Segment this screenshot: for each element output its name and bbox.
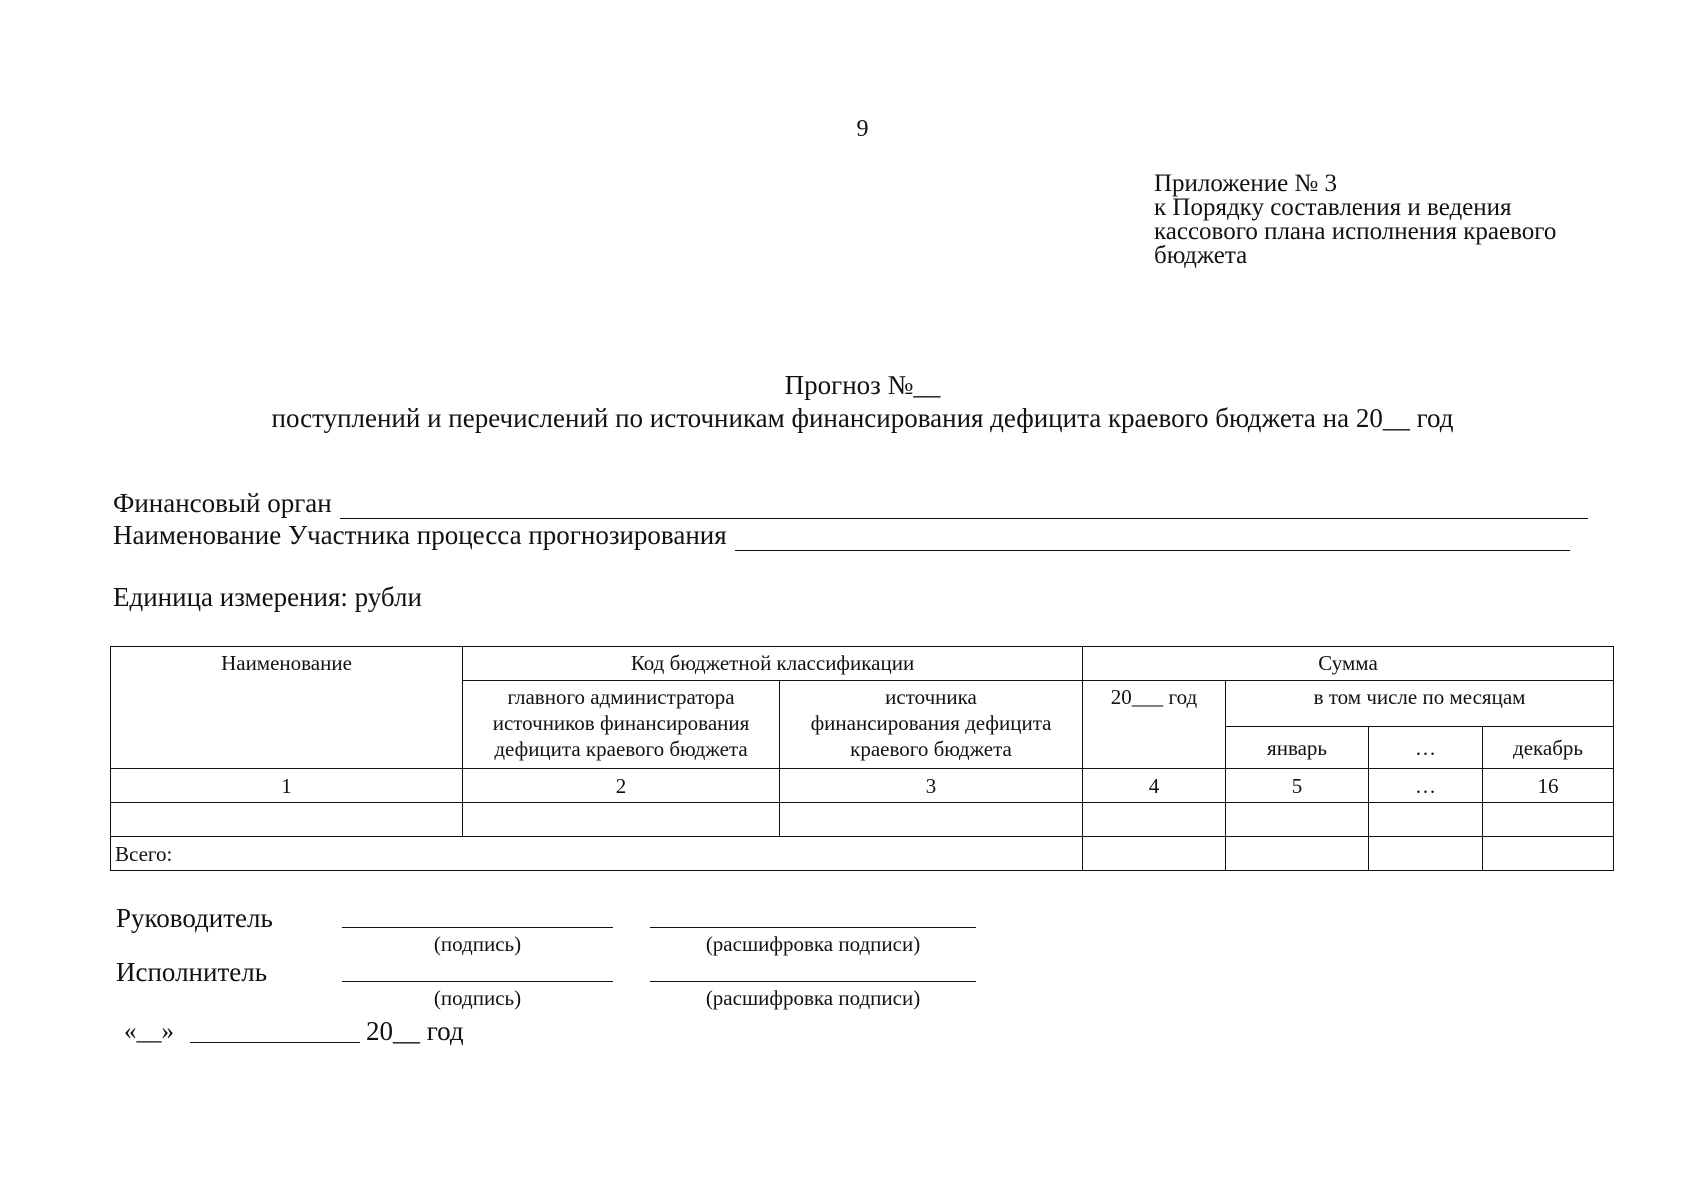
financial-body-blank[interactable] [340,496,1588,519]
table-cell[interactable] [111,803,463,837]
column-number: 16 [1483,769,1614,803]
column-number-row [111,769,1614,803]
signature-caption: (подпись) [433,986,522,1010]
column-number: … [1369,769,1483,803]
appendix-line: Приложение № 3 [1154,170,1338,197]
table-cell[interactable] [1083,803,1226,837]
executor-label: Исполнитель [116,957,268,987]
column-number: 5 [1226,769,1369,803]
appendix-line: кассового плана исполнения краевого [1154,218,1557,245]
page-number: 9 [856,116,869,142]
table-cell[interactable] [780,803,1083,837]
decoding-caption: (расшифровка подписи) [705,932,921,956]
form-title: Прогноз №__ [784,370,941,400]
table-cell[interactable] [1369,837,1483,871]
unit-of-measure: Единица измерения: рубли [113,582,422,612]
participant-name-blank[interactable] [735,528,1570,551]
total-row [111,837,1614,871]
financial-body-field [113,488,1588,519]
table-cell[interactable] [1226,803,1369,837]
header-name: Наименование [111,647,463,769]
header-line: краевого бюджета [850,737,1012,761]
date-month-blank[interactable] [190,1042,360,1043]
header-source [780,681,1083,769]
header-ellipsis: … [1369,727,1483,769]
table-cell[interactable] [1083,837,1226,871]
table-cell[interactable] [1369,803,1483,837]
header-by-months: в том числе по месяцам [1226,681,1614,727]
participant-name-field [113,520,1570,551]
header-january: январь [1226,727,1369,769]
header-line: финансирования дефицита [810,711,1052,735]
table-cell[interactable] [463,803,780,837]
decoding-caption: (расшифровка подписи) [705,986,921,1010]
signature-caption: (подпись) [433,932,522,956]
head-label: Руководитель [116,903,273,933]
header-line: источников финансирования [492,711,750,735]
header-december: декабрь [1483,727,1614,769]
executor-decoding-line[interactable] [650,981,976,982]
table-cell[interactable] [1483,837,1614,871]
header-line: источника [885,685,977,709]
column-number: 3 [780,769,1083,803]
executor-signature-line[interactable] [342,981,613,982]
header-year: 20___ год [1083,681,1226,769]
date-year: 20__ год [366,1016,464,1046]
column-number: 1 [111,769,463,803]
head-decoding-line[interactable] [650,927,976,928]
date-day: «__» [124,1018,174,1045]
financial-body-label: Финансовый орган [113,488,332,518]
appendix-line: бюджета [1154,242,1248,269]
header-line: дефицита краевого бюджета [494,737,748,761]
participant-name-label: Наименование Участника процесса прогнозирования [113,520,727,550]
appendix-note [1154,172,1556,268]
form-subtitle: поступлений и перечислений по источникам финансирования дефицита краевого бюджета на 20__ год [271,403,1454,433]
appendix-line: к Порядку составления и ведения [1154,194,1512,221]
table-cell[interactable] [1226,837,1369,871]
header-budget-code: Код бюджетной классификации [463,647,1083,681]
head-signature-line[interactable] [342,927,613,928]
header-chief-admin [463,681,780,769]
column-number: 2 [463,769,780,803]
total-label: Всего: [111,837,1083,871]
forecast-table [110,646,1614,871]
column-number: 4 [1083,769,1226,803]
table-row [111,803,1614,837]
table-cell[interactable] [1483,803,1614,837]
header-line: главного администратора [507,685,735,709]
header-sum: Сумма [1083,647,1614,681]
